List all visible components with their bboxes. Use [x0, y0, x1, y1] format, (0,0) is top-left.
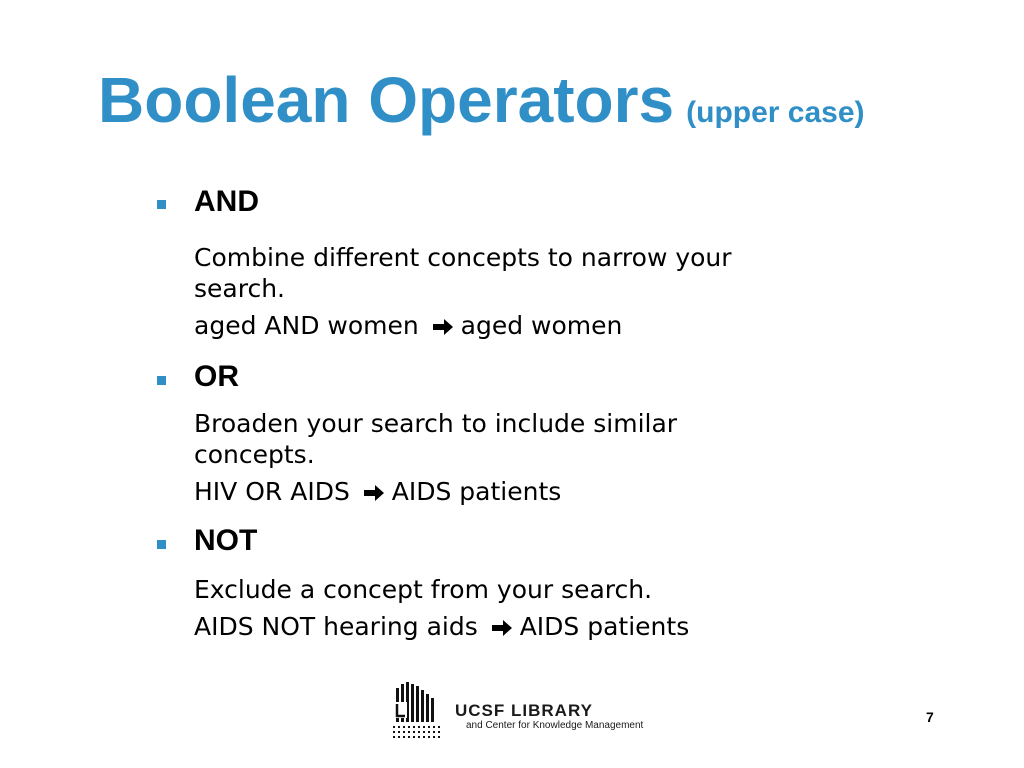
operator-description-or: Broaden your search to include similar concepts.	[194, 409, 678, 469]
example-result: AIDS patients	[391, 477, 562, 506]
operator-description-not: Exclude a concept from your search.	[194, 575, 653, 604]
example-result: aged women	[460, 311, 623, 340]
operator-example-not	[194, 611, 774, 642]
logo-title: UCSF LIBRARY	[455, 701, 593, 720]
title-main: Boolean Operators	[98, 64, 675, 136]
slide-title	[98, 64, 978, 136]
operator-example-and	[194, 310, 774, 341]
books-logo-icon	[391, 680, 447, 738]
example-query: aged AND women	[194, 311, 419, 340]
arrow-right-icon	[431, 317, 455, 337]
example-query: AIDS NOT hearing aids	[194, 612, 478, 641]
logo-subtitle: and Center for Knowledge Management	[466, 720, 644, 731]
bullet-icon	[157, 200, 166, 209]
bullet-icon	[157, 376, 166, 385]
arrow-right-icon	[362, 483, 386, 503]
page-number: 7	[926, 709, 934, 725]
operator-heading-not: NOT	[194, 524, 258, 557]
operator-description-and: Combine different concepts to narrow your search.	[194, 243, 732, 303]
arrow-right-icon	[490, 618, 514, 638]
title-note: (upper case)	[686, 96, 865, 129]
example-query: HIV OR AIDS	[194, 477, 350, 506]
example-result: AIDS patients	[519, 612, 690, 641]
operator-example-or	[194, 476, 774, 507]
bullet-icon	[157, 540, 166, 549]
operator-heading-and: AND	[194, 185, 259, 218]
operator-heading-or: OR	[194, 360, 239, 393]
